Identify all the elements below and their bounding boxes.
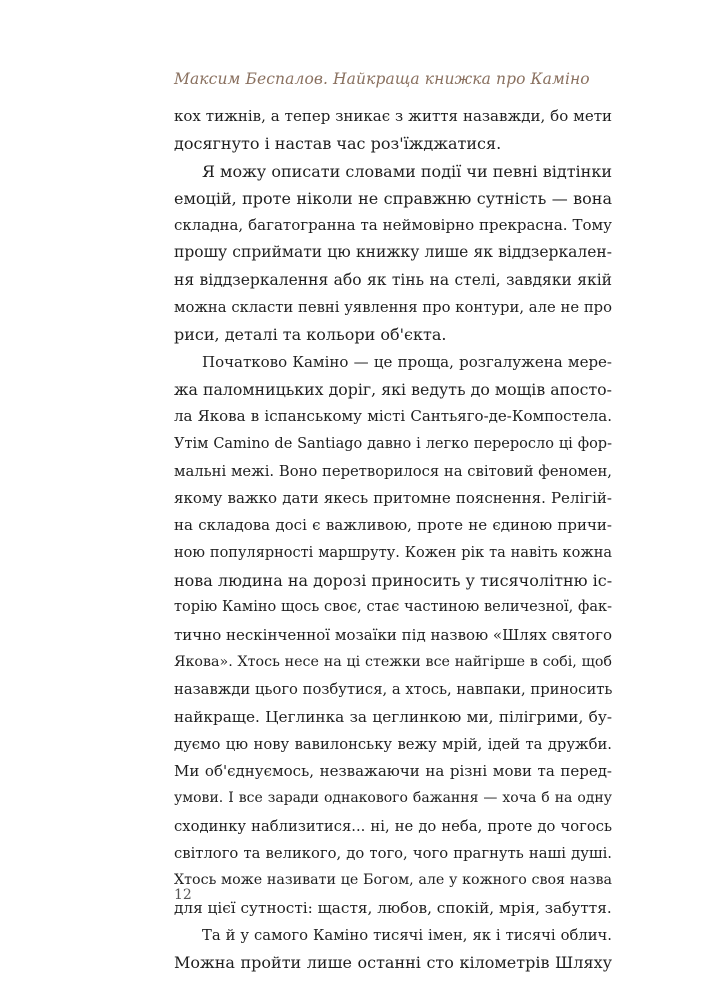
text-line: Можна пройти лише останні сто кілометрів Шляху	[174, 953, 612, 973]
text-line: ною популярності маршруту. Кожен рік та навіть кожна	[174, 544, 612, 561]
text-line: Хтось може називати це Богом, але у кожного своя назва	[174, 872, 612, 889]
text-line: на складова досі є важливою, проте не єдиною причи-	[174, 516, 612, 535]
text-line: дуємо цю нову вавилонську вежу мрій, ідей та дружби.	[174, 735, 612, 753]
text-line: ня віддзеркалення або як тінь на стелі, завдяки якій	[174, 270, 612, 289]
text-line: Я можу описати словами події чи певні відтінки	[202, 161, 612, 181]
text-line: можна скласти певні уявлення про контури, але не про	[174, 299, 612, 317]
body-text	[174, 103, 612, 977]
text-line: прошу сприймати цю книжку лише як віддзеркален-	[174, 243, 612, 262]
text-line: емоцій, проте ніколи не справжню сутність — вона	[174, 188, 612, 208]
text-line: сходинку наблизитися... ні, не до неба, проте до чогось	[174, 817, 612, 835]
text-line: для цієї сутності: щастя, любов, спокій, мрія, забуття.	[174, 898, 612, 917]
text-line: риси, деталі та кольори об'єкта.	[174, 325, 447, 345]
text-line: Якова». Хтось несе на ці стежки все найгірше в собі, щоб	[174, 653, 612, 670]
text-line: мальні межі. Воно перетворилося на світовий феномен,	[174, 462, 612, 480]
text-line: Та й у самого Каміно тисячі імен, як і тисячі облич.	[202, 926, 612, 944]
page-number: 12	[174, 887, 192, 903]
text-line: Утім Camino de Santiago давно і легко переросло ці фор-	[174, 435, 612, 452]
text-line: досягнуто і настав час роз'їжджатися.	[174, 134, 502, 154]
text-line: тично нескінченної мозаїки під назвою «Шлях святого	[174, 625, 612, 644]
text-line: складна, багатогранна та неймовірно прекрасна. Тому	[174, 216, 612, 235]
text-line: назавжди цього позбутися, а хтось, навпаки, приносить	[174, 681, 612, 699]
text-line: Ми об'єднуємось, незважаючи на різні мови та перед-	[174, 762, 612, 781]
text-line: кох тижнів, а тепер зникає з життя назавжди, бо мети	[174, 107, 612, 125]
text-line: якому важко дати якесь притомне пояснення. Релігій-	[174, 489, 612, 508]
text-line: світлого та великого, до того, чого прагнуть наші душі.	[174, 845, 612, 863]
text-line: Початково Каміно — це проща, розгалужена мере-	[202, 352, 612, 371]
text-line: умови. І все заради однакового бажання — хоча б на одну	[174, 790, 612, 807]
running-head: Максим Беспалов. Найкраща книжка про Каміно	[174, 70, 590, 88]
text-line: ла Якова в іспанському місті Сантьяго-де-Компостела.	[174, 407, 612, 426]
text-line: жа паломницьких доріг, які ведуть до мощів апосто-	[174, 379, 612, 399]
text-line: нова людина на дорозі приносить у тисячолітню іс-	[174, 571, 612, 591]
text-line: торію Каміно щось своє, стає частиною величезної, фак-	[174, 599, 612, 616]
text-line: найкраще. Цеглинка за цеглинкою ми, пілігрими, бу-	[174, 707, 612, 726]
